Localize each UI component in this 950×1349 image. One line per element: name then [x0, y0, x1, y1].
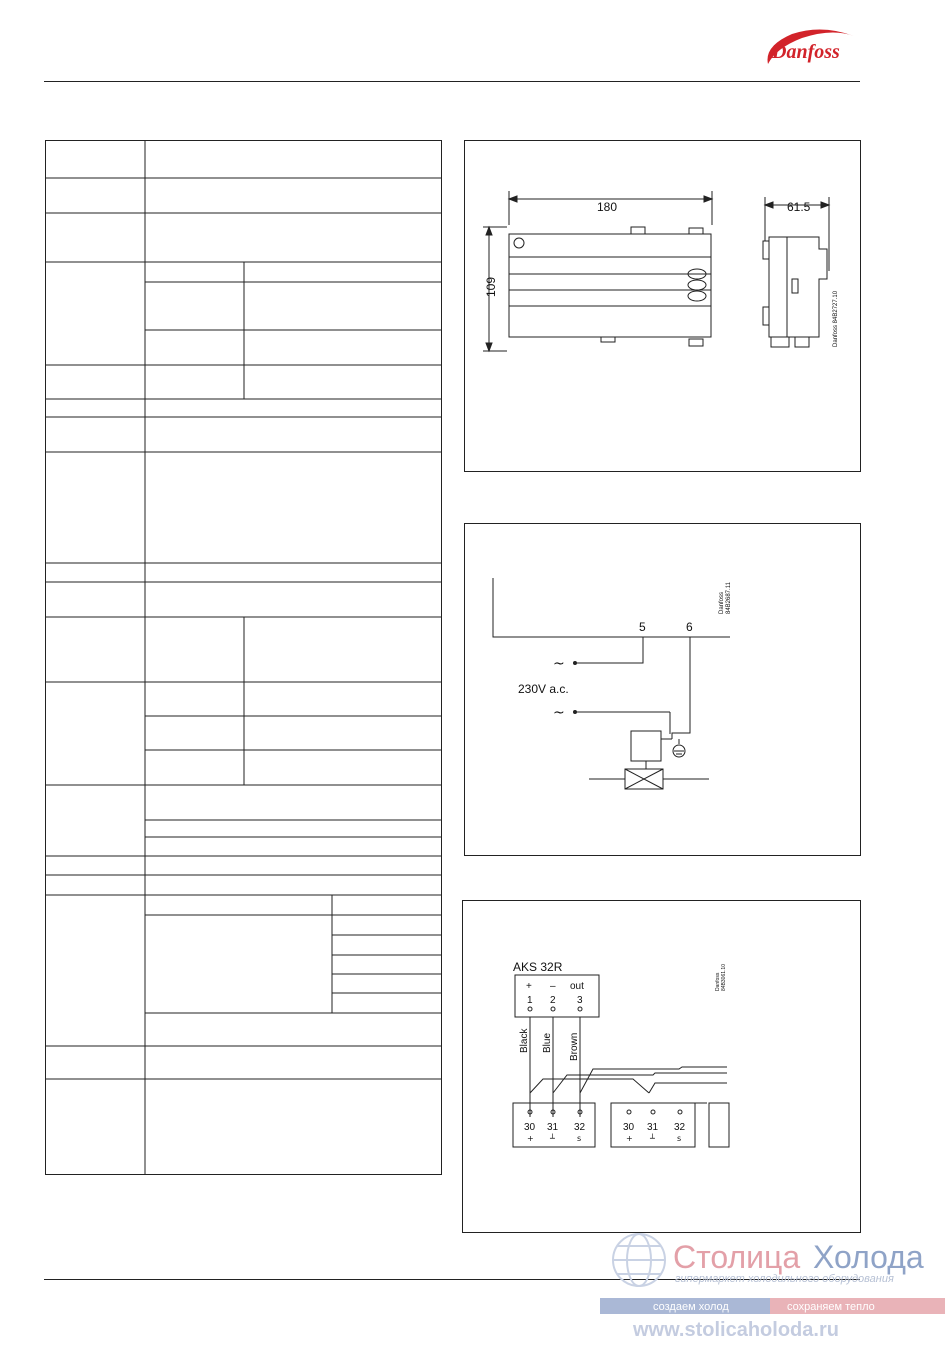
- wiring-code-1: Danfoss: [719, 591, 725, 614]
- danfoss-logo: [762, 26, 862, 72]
- watermark-tagline: гипермаркет холодильного оборудования: [675, 1273, 894, 1285]
- watermark-slogan-left: создаем холод: [653, 1301, 729, 1313]
- ac-symbol-top: ~: [553, 656, 565, 672]
- terminal-mark-3: s: [577, 1134, 582, 1143]
- terminal-31-b: 31: [647, 1122, 659, 1133]
- wire-black: Black: [519, 1028, 530, 1053]
- pin-sign-2: –: [550, 981, 556, 992]
- width-label: 180: [597, 200, 618, 214]
- terminal-mark-6: s: [677, 1134, 682, 1143]
- wiring-figure: [464, 523, 861, 856]
- voltage-label: 230V a.c.: [518, 682, 569, 696]
- depth-label: 61.5: [787, 200, 811, 214]
- pin-sign-3: out: [570, 981, 584, 992]
- wire-brown: Brown: [569, 1032, 580, 1061]
- pin-num-1: 1: [527, 995, 533, 1006]
- terminal-32-a: 32: [574, 1122, 586, 1133]
- terminal-5: 5: [639, 620, 646, 634]
- height-label: 109: [484, 276, 498, 297]
- ac-symbol-bottom: ~: [553, 705, 565, 721]
- terminal-30-a: 30: [524, 1122, 536, 1133]
- sensor-model: AKS 32R: [513, 960, 563, 974]
- terminal-30-b: 30: [623, 1122, 635, 1133]
- watermark-slogan-right: сохраняем тепло: [787, 1301, 875, 1313]
- pin-sign-1: +: [526, 981, 532, 992]
- dimensions-figure: [464, 140, 861, 472]
- watermark-brand-2: Холода: [813, 1239, 924, 1275]
- terminal-mark-4: +: [626, 1134, 633, 1143]
- terminal-31-a: 31: [547, 1122, 559, 1133]
- sensor-code-1: Danfoss: [715, 972, 721, 991]
- pin-num-3: 3: [577, 995, 583, 1006]
- header-rule: [44, 81, 860, 82]
- watermark-brand-1: Столица: [673, 1239, 801, 1275]
- globe-icon: [613, 1234, 665, 1286]
- terminal-mark-5: ┴: [650, 1134, 655, 1143]
- terminal-6: 6: [686, 620, 693, 634]
- drawing-code: Danfoss 84B2727.10: [833, 290, 839, 347]
- terminal-mark-1: +: [527, 1134, 534, 1143]
- watermark-url: www.stolicaholoda.ru: [633, 1319, 839, 1341]
- sensor-code-2: 84B3061.10: [721, 964, 727, 991]
- wiring-code-2: 84B2687.11: [726, 582, 732, 614]
- wire-blue: Blue: [542, 1032, 553, 1053]
- brand-name: Danfoss: [772, 41, 840, 63]
- terminal-32-b: 32: [674, 1122, 686, 1133]
- sensor-figure: [462, 900, 861, 1233]
- watermark: [595, 1224, 950, 1344]
- pin-num-2: 2: [550, 995, 556, 1006]
- terminal-mark-2: ┴: [550, 1134, 555, 1143]
- spec-table: [45, 140, 442, 1175]
